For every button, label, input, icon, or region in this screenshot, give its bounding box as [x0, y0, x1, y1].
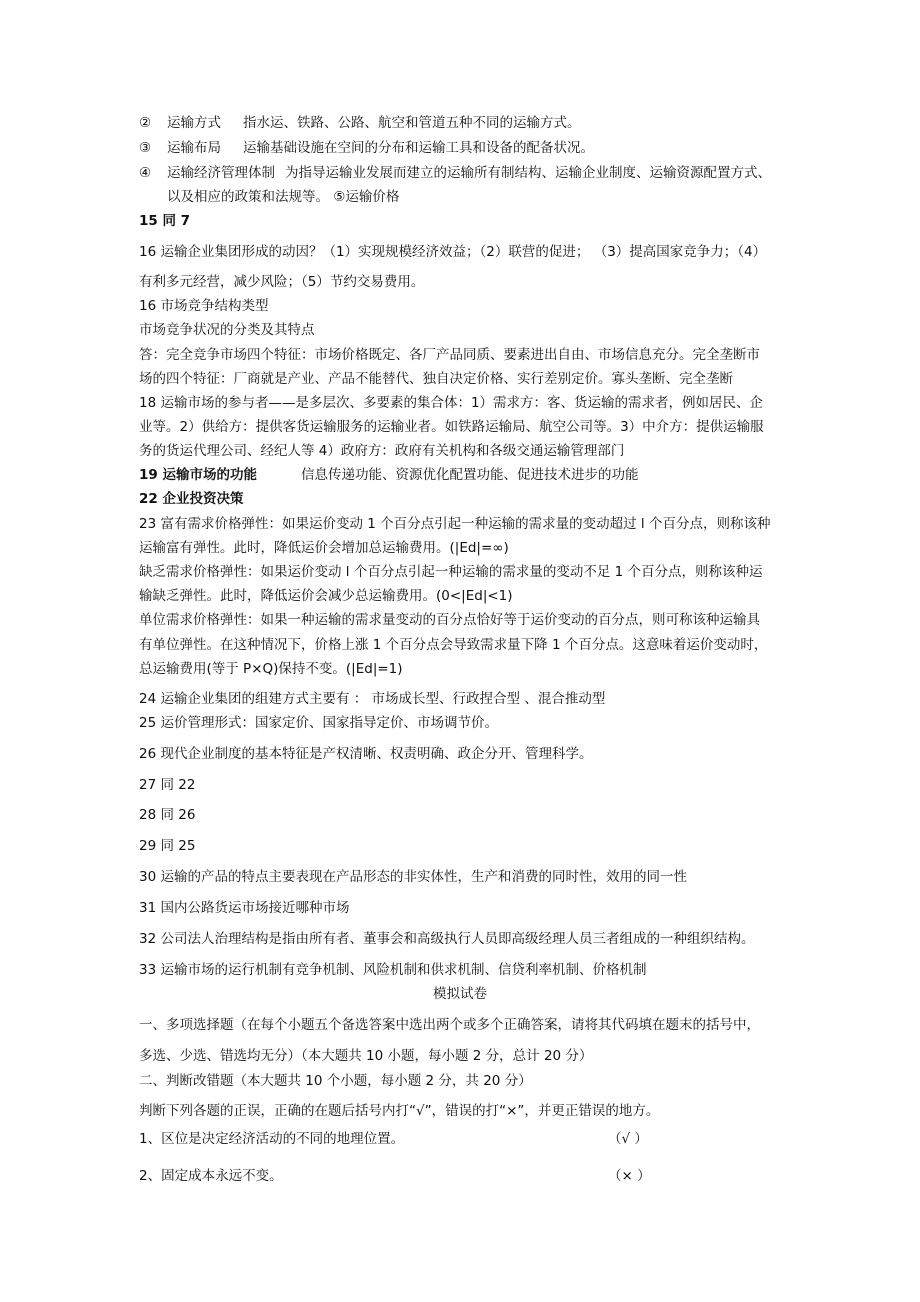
- question-16-line-1: 16 运输企业集团形成的动因？（1）实现规模经济效益；（2）联营的促进； （3）提高国家竞争力；（4）: [139, 244, 767, 260]
- question-32: 32 公司法人治理结构是指由所有者、董事会和高级执行人员即高级经理人员三者组成的一种组织结构。: [139, 931, 755, 947]
- question-24: 24 运输企业集团的组建方式主要有 ： 市场成长型、行政捏合型 、混合推动型: [139, 691, 606, 707]
- question-23-line-4: 输缺乏弹性。此时，降低运价会减少总运输费用。(0<|Ed|<1): [139, 588, 513, 604]
- item-3-definition: 运输基础设施在空间的分布和运输工具和设备的配备状况。: [243, 140, 594, 156]
- answer-16-line-1: 答：完全竞争市场四个特征：市场价格既定、各厂产品同质、要素进出自由、市场信息充分。完全垄断市: [139, 347, 760, 363]
- question-16-line-2: 有利多元经营，减少风险；（5）节约交易费用。: [139, 274, 425, 290]
- question-23-line-1: 23 富有需求价格弹性：如果运价变动 1 个百分点引起一种运输的需求量的变动超过 l 个百分点，则称该种: [139, 516, 771, 532]
- item-3: [139, 139, 594, 157]
- section-2-heading: 二、判断改错题（本大题共 10 个小题，每小题 2 分，共 20 分）: [139, 1073, 532, 1089]
- tf-answer-2: （× ）: [608, 1168, 651, 1184]
- exam-title: 模拟试卷: [433, 986, 487, 1002]
- item-2-number: ②: [139, 115, 152, 131]
- item-2-term: 运输方式: [167, 115, 221, 131]
- answer-16-line-2: 场的四个特征：厂商就是产业、产品不能替代、独自决定价格、实行差别定价。寡头垄断、完全垄断: [139, 371, 733, 387]
- question-28: 28 同 26: [139, 807, 196, 823]
- question-16-market-structure: 16 市场竞争结构类型: [139, 298, 269, 314]
- question-23-line-5: 单位需求价格弹性：如果一种运输的需求量变动的百分点恰好等于运价变动的百分点，则可称该种运输具: [139, 612, 760, 628]
- question-16-classification: 市场竞争状况的分类及其特点: [139, 322, 315, 338]
- question-31: 31 国内公路货运市场接近哪种市场: [139, 900, 350, 916]
- section-2-instructions: 判断下列各题的正误，正确的在题后括号内打“√”，错误的打“×”，并更正错误的地方。: [139, 1103, 660, 1119]
- question-23-line-3: 缺乏需求价格弹性：如果运价变动 l 个百分点引起一种运输的需求量的变动不足 1 个百分点，则称该种运: [139, 564, 763, 580]
- question-15: 15 同 7: [139, 213, 191, 229]
- question-30: 30 运输的产品的特点主要表现在产品形态的非实体性，生产和消费的同时性，效用的同一性: [139, 869, 687, 885]
- question-18-line-1: 18 运输市场的参与者——是多层次、多要素的集合体：1）需求方：客、货运输的需求者，例如居民、企: [139, 395, 764, 411]
- item-3-number: ③: [139, 140, 152, 156]
- question-23-line-2: 运输富有弹性。此时，降低运价会增加总运输费用。(|Ed|=∞): [139, 540, 509, 556]
- item-4-number: ④: [139, 165, 152, 181]
- question-29: 29 同 25: [139, 838, 196, 854]
- item-4-definition: 为指导运输业发展而建立的运输所有制结构、运输企业制度、运输资源配置方式、: [285, 165, 771, 181]
- tf-question-1: 1、区位是决定经济活动的不同的地理位置。: [139, 1131, 405, 1147]
- section-1-line-1: 一、多项选择题（在每个小题五个备选答案中选出两个或多个正确答案，请将其代码填在题末的括号中，: [139, 1017, 760, 1033]
- question-33: 33 运输市场的运行机制有竞争机制、风险机制和供求机制、信贷利率机制、价格机制: [139, 962, 647, 978]
- item-2-definition: 指水运、铁路、公路、航空和管道五种不同的运输方式。: [243, 115, 581, 131]
- section-1-line-2: 多选、少选、错选均无分）（本大题共 10 小题，每小题 2 分，总计 20 分）: [139, 1048, 593, 1064]
- question-22: 22 企业投资决策: [139, 491, 244, 507]
- question-26: 26 现代企业制度的基本特征是产权清晰、权责明确、政企分开、管理科学。: [139, 746, 593, 762]
- question-19-title: 19 运输市场的功能: [139, 467, 257, 483]
- tf-answer-1: （√ ）: [608, 1131, 648, 1147]
- question-19: [139, 466, 639, 484]
- item-4: [139, 164, 771, 182]
- question-27: 27 同 22: [139, 777, 196, 793]
- item-3-term: 运输布局: [167, 140, 221, 156]
- question-23-line-6: 有单位弹性。在这种情况下，价格上涨 1 个百分点会导致需求量下降 1 个百分点。这意味着运价变动时，: [139, 637, 768, 653]
- question-18-line-3: 务的货运代理公司、经纪人等 4）政府方：政府有关机构和各级交通运输管理部门: [139, 443, 625, 459]
- question-18-line-2: 业等。2）供给方：提供客货运输服务的运输业者。如铁路运输局、航空公司等。3）中介方：提供运输服: [139, 419, 764, 435]
- question-19-answer: 信息传递功能、资源优化配置功能、促进技术进步的功能: [301, 467, 639, 483]
- question-25: 25 运价管理形式：国家定价、国家指导定价、市场调节价。: [139, 715, 498, 731]
- question-23-line-7: 总运输费用(等于 P×Q)保持不变。(|Ed|=1): [139, 661, 403, 677]
- item-4-term: 运输经济管理体制: [167, 165, 275, 181]
- item-4-continuation: 以及相应的政策和法规等。 ⑤运输价格: [167, 189, 400, 205]
- item-2: [139, 114, 581, 132]
- tf-question-2: 2、固定成本永远不变。: [139, 1168, 283, 1184]
